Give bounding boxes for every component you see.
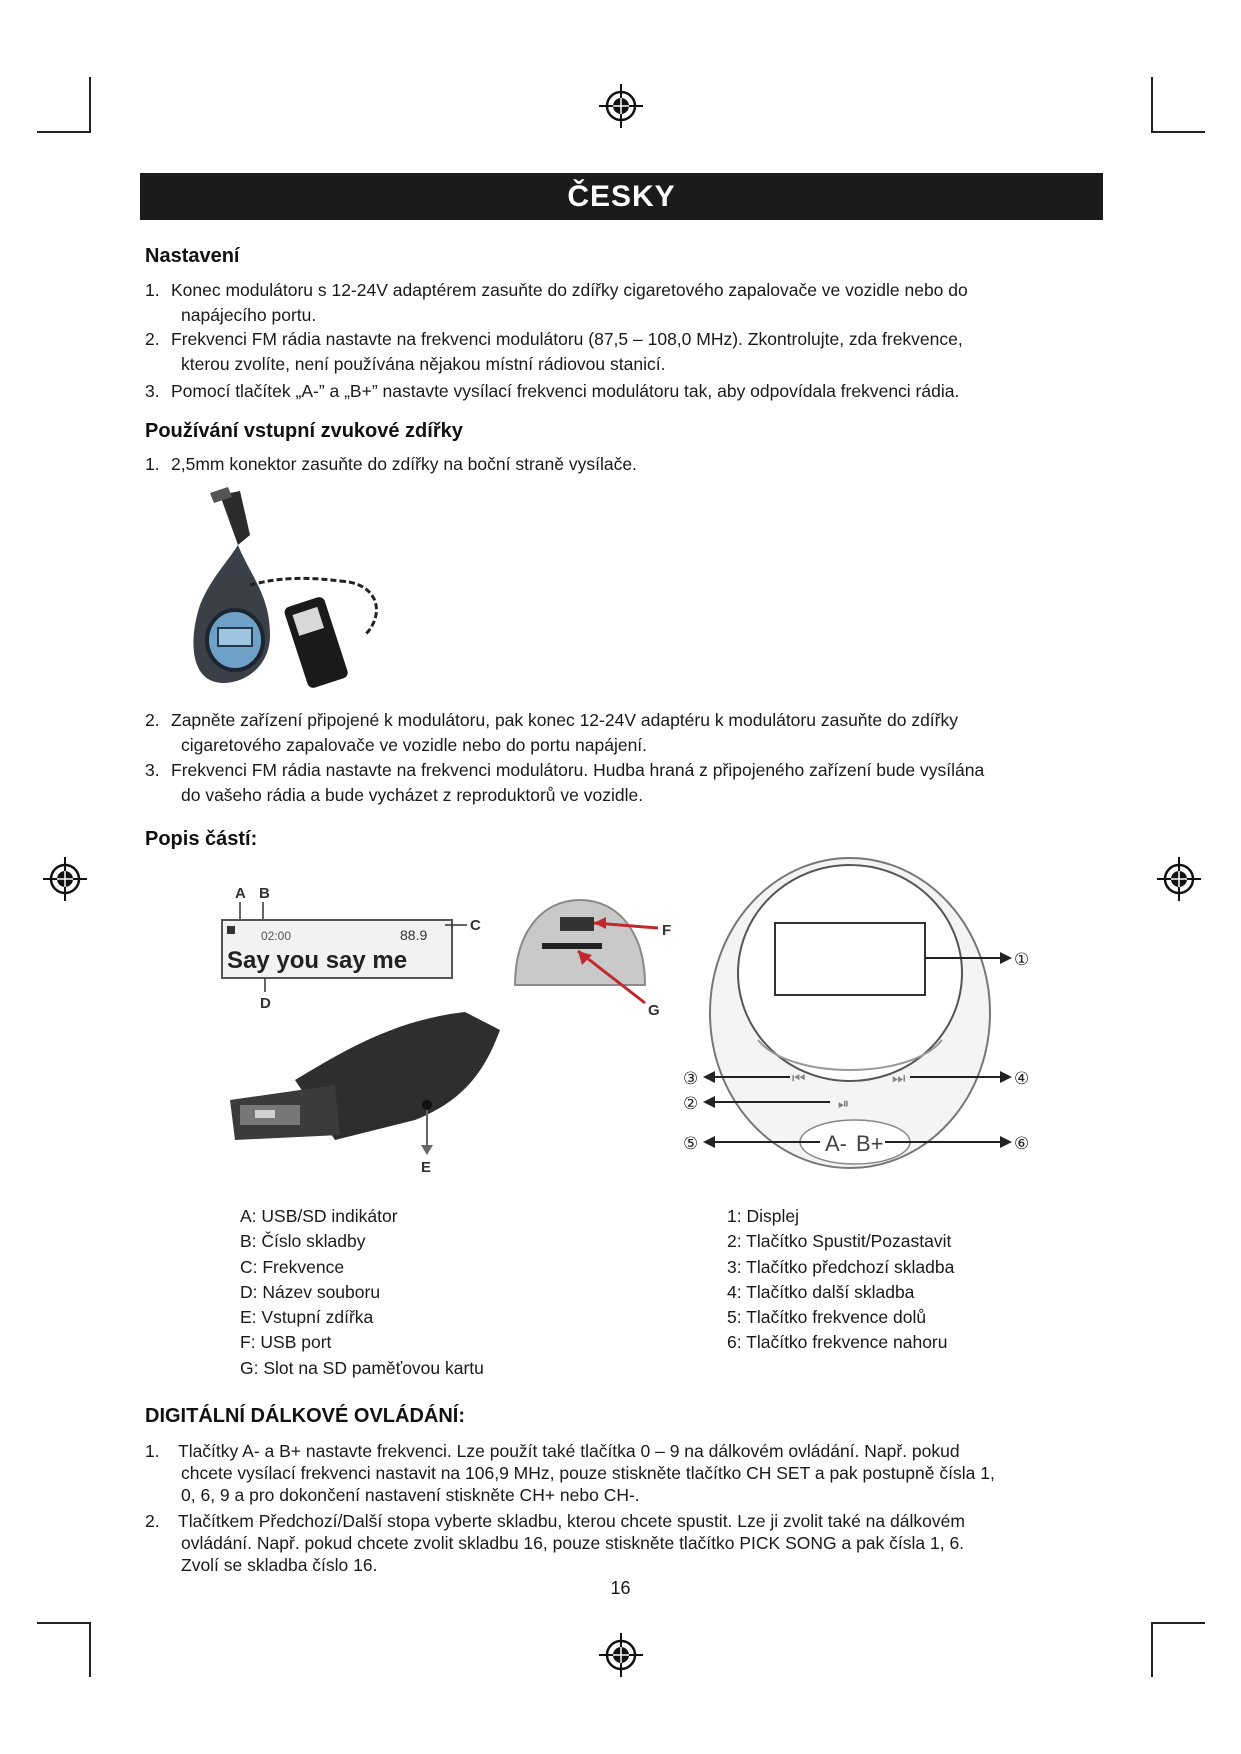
list-item-text: Tlačítkem Předchozí/Další stopa vyberte skladbu, kterou chcete spustit. Lze ji zvolit také na dálkovém <box>178 1511 965 1531</box>
list-item <box>145 327 963 377</box>
section-heading-setup: Nastavení <box>145 245 240 267</box>
legend-item: 3: Tlačítko předchozí skladba <box>727 1256 955 1277</box>
legend-item: G: Slot na SD paměťovou kartu <box>240 1357 484 1378</box>
list-item <box>145 708 958 758</box>
list-item-number: 2. <box>145 1511 160 1531</box>
list-item <box>145 452 637 477</box>
callout-4: ④ <box>1014 1069 1030 1088</box>
legend-item: B: Číslo skladby <box>240 1231 366 1252</box>
list-item-text: Konec modulátoru s 12-24V adaptérem zasuňte do zdířky cigaretového zapalovače ve vozidle nebo do <box>171 280 968 300</box>
label-b: B <box>259 885 270 902</box>
display-song: Say you say me <box>227 947 408 974</box>
list-item-number: 1. <box>145 1441 160 1461</box>
legend-item: A: USB/SD indikátor <box>240 1206 398 1226</box>
list-item-number: 3. <box>145 760 160 780</box>
parts-legend-right <box>727 1204 954 1356</box>
list-item-text-cont: kterou zvolíte, není používána nějakou místní rádiovou stanicí. <box>181 354 666 374</box>
list-item-number: 1. <box>145 454 160 474</box>
list-item <box>145 379 959 404</box>
legend-item: 5: Tlačítko frekvence dolů <box>727 1307 927 1328</box>
parts-legend-left <box>240 1204 484 1381</box>
usb-sd-port-diagram <box>510 895 680 1025</box>
list-item-text-cont: napájecího portu. <box>181 305 317 325</box>
crop-mark-bottom-right-v <box>1151 1622 1153 1677</box>
list-item-text-cont: ovládání. Např. pokud chcete zvolit skladbu 16, pouze stiskněte tlačítko PICK SONG a pak čísla 1, 6. <box>181 1533 965 1553</box>
list-item-text-cont: chcete vysílací frekvenci nastavit na 106,9 MHz, pouze stiskněte tlačítko CH SET a pak postupně čísla 1, <box>181 1463 995 1483</box>
callout-3: ③ <box>683 1069 699 1088</box>
prev-track-icon: ⏮ <box>792 1070 806 1087</box>
list-item-text: Frekvenci FM rádia nastavte na frekvenci modulátoru. Hudba hraná z připojeného zařízení bude vysílána <box>171 760 985 780</box>
section-heading-parts: Popis částí: <box>145 828 258 850</box>
registration-mark-left-icon <box>43 857 87 901</box>
list-item-text: Frekvenci FM rádia nastavte na frekvenci modulátoru (87,5 – 108,0 MHz). Zkontrolujte, zda frekvence, <box>171 329 963 349</box>
crop-mark-top-right-v <box>1151 77 1153 132</box>
list-item-text: 2,5mm konektor zasuňte do zdířky na boční straně vysílače. <box>171 454 637 474</box>
crop-mark-bottom-right-h <box>1151 1622 1205 1624</box>
legend-item: 1: Displej <box>727 1206 799 1226</box>
legend-item: 6: Tlačítko frekvence nahoru <box>727 1332 948 1353</box>
list-item-text: Tlačítky A- a B+ nastavte frekvenci. Lze použít také tlačítka 0 – 9 na dálkovém ovládání. Např. pokud <box>178 1441 960 1461</box>
label-a: A <box>235 885 246 902</box>
next-track-icon: ⏭ <box>892 1070 906 1087</box>
legend-item: D: Název souboru <box>240 1281 381 1302</box>
list-item-text-cont: cigaretového zapalovače ve vozidle nebo do portu napájení. <box>181 735 648 755</box>
page-title-banner: ČESKY <box>140 173 1103 220</box>
display-frequency: 88.9 <box>400 927 428 943</box>
crop-mark-top-left-h <box>37 131 91 133</box>
freq-down-button-label: A- <box>825 1131 847 1156</box>
list-item <box>145 758 984 808</box>
registration-mark-bottom-icon <box>599 1633 643 1677</box>
section-heading-audio-input: Používání vstupní zvukové zdířky <box>145 420 463 442</box>
crop-mark-top-right-h <box>1151 131 1205 133</box>
legend-item: F: USB port <box>240 1332 332 1353</box>
section-heading-remote: DIGITÁLNÍ DÁLKOVÉ OVLÁDÁNÍ: <box>145 1405 465 1427</box>
registration-mark-right-icon <box>1157 857 1201 901</box>
registration-mark-top-icon <box>599 84 643 128</box>
list-item-text: Pomocí tlačítek „A-” a „B+” nastavte vysílací frekvenci modulátoru tak, aby odpovídala frekvenci rádia. <box>171 381 960 401</box>
freq-up-button-label: B+ <box>856 1131 884 1156</box>
callout-6: ⑥ <box>1014 1134 1030 1153</box>
transmitter-side-view-diagram <box>215 1010 515 1175</box>
callout-5: ⑤ <box>683 1134 699 1153</box>
list-item-number: 2. <box>145 710 160 730</box>
list-item-text-cont: do vašeho rádia a bude vycházet z reproduktorů ve vozidle. <box>181 785 644 805</box>
label-d: D <box>260 995 271 1010</box>
display-time: 02:00 <box>261 929 292 943</box>
play-pause-icon: ⏯ <box>838 1095 850 1111</box>
list-item-number: 1. <box>145 280 160 300</box>
transmitter-with-player-image <box>180 485 420 695</box>
lcd-display-diagram <box>215 880 495 1010</box>
list-item-text-cont: Zvolí se skladba číslo 16. <box>181 1555 378 1575</box>
list-item <box>145 278 968 328</box>
callout-1: ① <box>1014 950 1030 969</box>
legend-item: C: Frekvence <box>240 1256 345 1277</box>
list-item-text: Zapněte zařízení připojené k modulátoru, pak konec 12-24V adaptéru k modulátoru zasuňte do zdířky <box>171 710 958 730</box>
legend-item: 4: Tlačítko další skladba <box>727 1281 915 1302</box>
list-item-text-cont: 0, 6, 9 a pro dokončení nastavení stiskněte CH+ nebo CH-. <box>181 1485 640 1505</box>
label-f: F <box>662 922 672 939</box>
crop-mark-top-left-v <box>89 77 91 132</box>
label-g: G <box>648 1002 660 1019</box>
list-item-number: 3. <box>145 381 160 401</box>
list-item <box>145 1510 965 1576</box>
label-e: E <box>421 1159 432 1175</box>
front-panel-diagram <box>680 855 1040 1180</box>
list-item-number: 2. <box>145 329 160 349</box>
label-c: C <box>470 917 481 934</box>
crop-mark-bottom-left-v <box>89 1622 91 1677</box>
legend-item: 2: Tlačítko Spustit/Pozastavit <box>727 1231 952 1252</box>
crop-mark-bottom-left-h <box>37 1622 91 1624</box>
page-number: 16 <box>610 1578 631 1598</box>
list-item <box>145 1440 995 1506</box>
legend-item: E: Vstupní zdířka <box>240 1307 374 1328</box>
callout-2: ② <box>683 1094 699 1113</box>
